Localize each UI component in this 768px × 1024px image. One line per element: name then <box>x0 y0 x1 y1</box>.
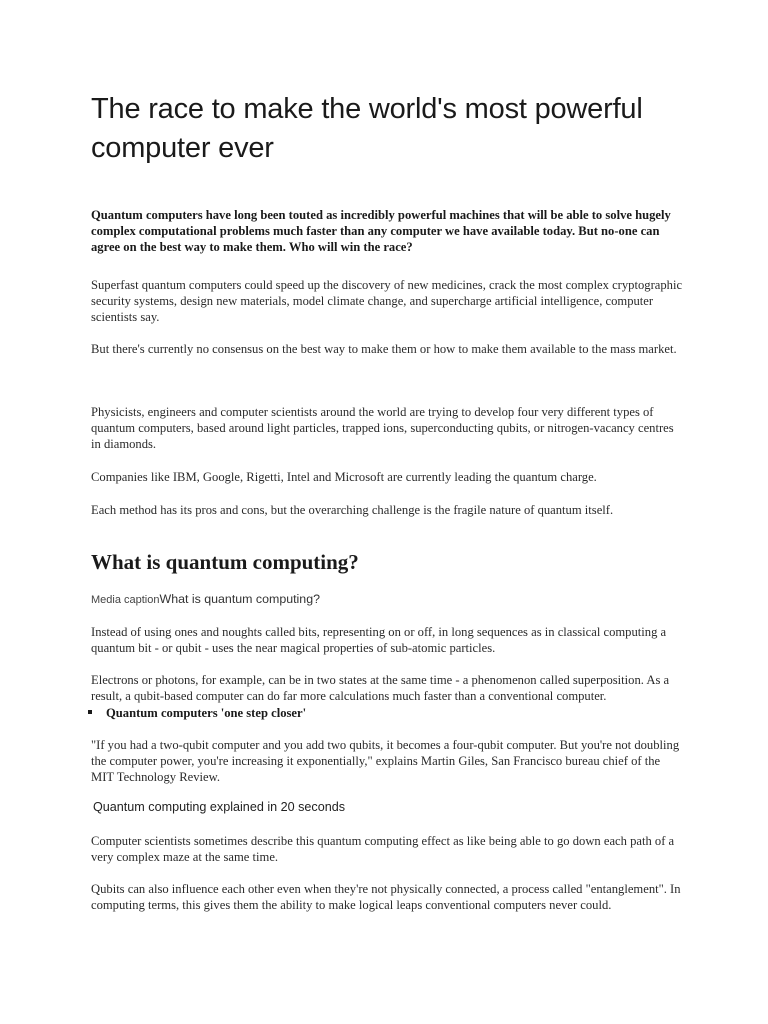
paragraph: Qubits can also influence each other even when they're not physically connected, a process called "entanglement". In computing terms, this gives them the ability to make logical leaps conventional computers never could. <box>91 882 681 912</box>
paragraph: Superfast quantum computers could speed up the discovery of new medicines, crack the most complex cryptographic security systems, design new materials, model climate change, and supercharge artificial intelligence, computer scientists say. <box>91 278 683 324</box>
paragraph: Computer scientists sometimes describe this quantum computing effect as like being able to go down each path of a very complex maze at the same time. <box>91 834 675 864</box>
related-link-item[interactable] <box>88 705 688 721</box>
media-caption-text: What is quantum computing? <box>159 592 320 606</box>
video-title[interactable]: Quantum computing explained in 20 seconds <box>93 800 346 814</box>
paragraph: Each method has its pros and cons, but the overarching challenge is the fragile nature of quantum itself. <box>91 503 614 517</box>
media-caption[interactable] <box>91 591 683 608</box>
article-lead: Quantum computers have long been touted as incredibly powerful machines that will be able to solve hugely complex computational problems much faster than any computer we have available today. But no-one can agree on the best way to make them. Who will win the race? <box>91 208 671 254</box>
paragraph: Companies like IBM, Google, Rigetti, Intel and Microsoft are currently leading the quantum charge. <box>91 470 597 484</box>
quote-paragraph: "If you had a two-qubit computer and you add two qubits, it becomes a four-qubit computer. But you're not doubling the computer power, you're increasing it exponentially," explains Martin Giles, San Francisco bureau chief of the MIT Technology Review. <box>91 738 680 784</box>
paragraph: But there's currently no consensus on the best way to make them or how to make them available to the mass market. <box>91 342 677 356</box>
bullet-icon <box>88 710 92 714</box>
related-link[interactable]: Quantum computers 'one step closer' <box>106 706 307 720</box>
section-heading: What is quantum computing? <box>91 550 359 574</box>
paragraph: Physicists, engineers and computer scientists around the world are trying to develop four very different types of quantum computers, based around light particles, trapped ions, superconducting qubits, or nitrogen-vacancy centres in diamonds. <box>91 405 674 451</box>
media-caption-label: Media caption <box>91 594 160 606</box>
article-title: The race to make the world's most powerful computer ever <box>91 93 643 164</box>
paragraph: Instead of using ones and noughts called bits, representing on or off, in long sequences as in classical computing a quantum bit - or qubit - uses the near magical properties of sub-atomic particles. <box>91 625 667 655</box>
paragraph: Electrons or photons, for example, can be in two states at the same time - a phenomenon called superposition. As a result, a qubit-based computer can do far more calculations much faster than a conventional computer. <box>91 673 670 703</box>
